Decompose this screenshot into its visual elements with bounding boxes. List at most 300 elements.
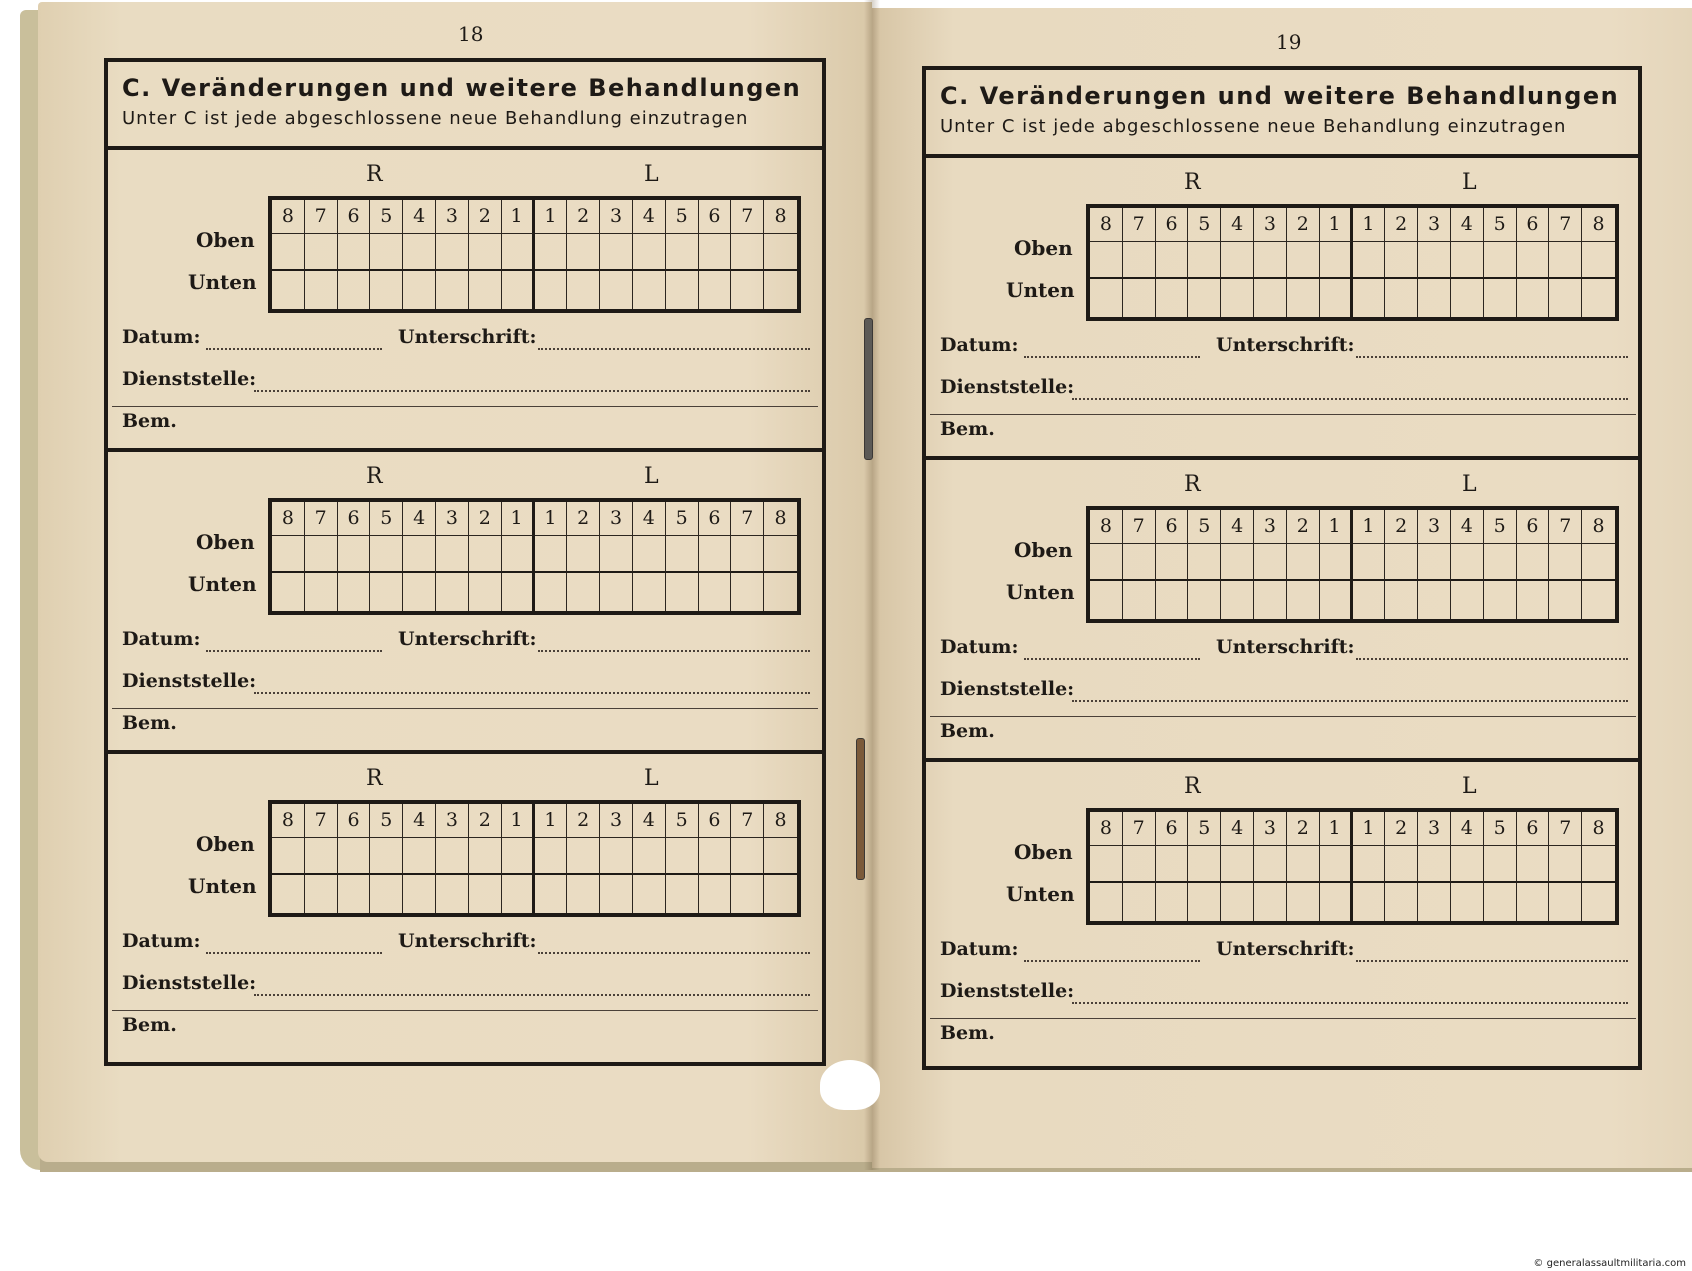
upper-tooth-cell[interactable] — [1484, 242, 1517, 280]
tooth-number: 7 — [731, 804, 764, 838]
upper-jaw-label: Oben — [196, 530, 255, 554]
lower-tooth-cell[interactable] — [272, 271, 305, 309]
upper-tooth-cell[interactable] — [1451, 846, 1484, 884]
tooth-chart — [1086, 506, 1619, 623]
tooth-number: 5 — [370, 502, 403, 536]
lower-tooth-cell[interactable] — [272, 573, 305, 611]
lower-tooth-cell[interactable] — [1254, 581, 1287, 619]
form-header — [926, 70, 1638, 158]
upper-tooth-cell[interactable] — [633, 838, 666, 876]
upper-tooth-cell[interactable] — [1156, 242, 1189, 280]
upper-tooth-cell[interactable] — [1320, 242, 1353, 280]
upper-tooth-cell[interactable] — [1385, 846, 1418, 884]
lower-tooth-cell[interactable] — [1582, 883, 1615, 921]
tooth-number: 5 — [370, 200, 403, 234]
lower-tooth-cell[interactable] — [600, 875, 633, 913]
upper-tooth-cell[interactable] — [1385, 544, 1418, 582]
upper-tooth-cell[interactable] — [1254, 544, 1287, 582]
upper-tooth-cell[interactable] — [633, 234, 666, 272]
lower-tooth-cell[interactable] — [403, 573, 436, 611]
upper-jaw-label: Oben — [1014, 538, 1073, 562]
upper-tooth-cell[interactable] — [1549, 242, 1582, 280]
lower-tooth-cell[interactable] — [1385, 883, 1418, 921]
upper-tooth-cell[interactable] — [600, 536, 633, 574]
tooth-number: 4 — [1221, 510, 1254, 544]
lower-tooth-cell[interactable] — [1582, 581, 1615, 619]
tooth-number: 1 — [1320, 510, 1353, 544]
tooth-number: 6 — [699, 200, 732, 234]
tooth-number: 4 — [403, 200, 436, 234]
upper-tooth-cell[interactable] — [305, 838, 338, 876]
upper-tooth-cell[interactable] — [403, 536, 436, 574]
upper-tooth-cell[interactable] — [535, 234, 568, 272]
tooth-number: 3 — [1254, 510, 1287, 544]
tooth-number: 2 — [567, 200, 600, 234]
upper-tooth-cell[interactable] — [1123, 544, 1156, 582]
lower-tooth-cell[interactable] — [1549, 581, 1582, 619]
lower-jaw-label: Unten — [1006, 882, 1075, 906]
upper-tooth-cell[interactable] — [436, 234, 469, 272]
staple-top — [864, 318, 873, 460]
tooth-number: 1 — [535, 804, 568, 838]
tooth-number: 2 — [567, 502, 600, 536]
upper-tooth-cell[interactable] — [1188, 846, 1221, 884]
lower-tooth-cell[interactable] — [1418, 581, 1451, 619]
upper-tooth-cell[interactable] — [1090, 242, 1123, 280]
lower-tooth-cell[interactable] — [1287, 581, 1320, 619]
tooth-number: 7 — [1123, 812, 1156, 846]
lower-tooth-cell[interactable] — [1287, 883, 1320, 921]
upper-tooth-cell[interactable] — [1221, 242, 1254, 280]
tooth-number: 2 — [469, 200, 502, 234]
lower-tooth-cell[interactable] — [699, 573, 732, 611]
signature-field[interactable] — [538, 348, 810, 350]
lower-tooth-cell[interactable] — [1123, 581, 1156, 619]
tooth-number: 7 — [305, 804, 338, 838]
upper-tooth-cell[interactable] — [666, 536, 699, 574]
upper-tooth-cell[interactable] — [1221, 846, 1254, 884]
signature-field[interactable] — [538, 952, 810, 954]
lower-tooth-cell[interactable] — [600, 573, 633, 611]
office-field[interactable] — [1072, 700, 1628, 702]
lower-tooth-cell[interactable] — [1188, 581, 1221, 619]
treatment-form-right — [922, 66, 1642, 1070]
upper-tooth-cell[interactable] — [633, 536, 666, 574]
upper-tooth-cell[interactable] — [567, 536, 600, 574]
signature-field[interactable] — [1356, 658, 1628, 660]
tooth-number: 3 — [1418, 812, 1451, 846]
lower-tooth-cell[interactable] — [764, 573, 797, 611]
upper-tooth-cell[interactable] — [1254, 846, 1287, 884]
signature-field[interactable] — [538, 650, 810, 652]
lower-tooth-cell[interactable] — [436, 875, 469, 913]
upper-tooth-cell[interactable] — [338, 234, 371, 272]
remarks-label: Bem. — [122, 1014, 177, 1036]
gutter — [864, 0, 880, 1170]
lower-tooth-cell[interactable] — [1090, 581, 1123, 619]
lower-tooth-cell[interactable] — [1090, 883, 1123, 921]
tooth-number: 3 — [436, 502, 469, 536]
tooth-number: 7 — [731, 200, 764, 234]
upper-tooth-cell[interactable] — [1517, 846, 1550, 884]
tooth-number: 2 — [1287, 208, 1320, 242]
upper-tooth-cell[interactable] — [469, 536, 502, 574]
lower-tooth-cell[interactable] — [1221, 279, 1254, 317]
form-subtitle: Unter C ist jede abgeschlossene neue Behandlung einzutragen — [122, 108, 749, 129]
tooth-number: 5 — [1484, 208, 1517, 242]
upper-tooth-cell[interactable] — [1287, 846, 1320, 884]
lower-tooth-cell[interactable] — [1549, 279, 1582, 317]
office-label: Dienststelle: — [122, 972, 257, 994]
lower-tooth-cell[interactable] — [764, 271, 797, 309]
lower-tooth-cell[interactable] — [731, 875, 764, 913]
lower-tooth-cell[interactable] — [1517, 581, 1550, 619]
upper-tooth-cell[interactable] — [699, 234, 732, 272]
lower-tooth-cell[interactable] — [338, 271, 371, 309]
lower-tooth-cell[interactable] — [535, 875, 568, 913]
upper-tooth-cell[interactable] — [469, 838, 502, 876]
upper-tooth-cell[interactable] — [305, 234, 338, 272]
lower-tooth-cell[interactable] — [370, 875, 403, 913]
upper-tooth-cell[interactable] — [666, 838, 699, 876]
tooth-number: 4 — [633, 200, 666, 234]
upper-tooth-cell[interactable] — [338, 838, 371, 876]
tooth-number: 7 — [305, 200, 338, 234]
tooth-number: 4 — [1451, 510, 1484, 544]
lower-tooth-cell[interactable] — [1320, 581, 1353, 619]
upper-tooth-cell[interactable] — [1287, 242, 1320, 280]
tooth-number: 1 — [1353, 208, 1386, 242]
lower-tooth-cell[interactable] — [1517, 883, 1550, 921]
lower-tooth-cell[interactable] — [1221, 883, 1254, 921]
upper-tooth-cell[interactable] — [272, 234, 305, 272]
lower-tooth-cell[interactable] — [1156, 581, 1189, 619]
lower-tooth-cell[interactable] — [1484, 883, 1517, 921]
tooth-chart — [1086, 808, 1619, 925]
tooth-chart — [1086, 204, 1619, 321]
lower-tooth-cell[interactable] — [1221, 581, 1254, 619]
upper-tooth-cell[interactable] — [764, 536, 797, 574]
tooth-number: 1 — [1320, 208, 1353, 242]
remarks-rule — [112, 708, 818, 709]
tooth-number: 3 — [600, 804, 633, 838]
tooth-number: 8 — [272, 200, 305, 234]
lower-tooth-cell[interactable] — [1320, 279, 1353, 317]
upper-tooth-cell[interactable] — [1484, 846, 1517, 884]
office-field[interactable] — [254, 994, 810, 996]
upper-tooth-cell[interactable] — [272, 838, 305, 876]
upper-tooth-cell[interactable] — [731, 536, 764, 574]
right-side-label: R — [366, 162, 383, 187]
lower-tooth-cell[interactable] — [1451, 581, 1484, 619]
tooth-number: 6 — [699, 502, 732, 536]
tooth-number: 8 — [764, 502, 797, 536]
upper-tooth-cell[interactable] — [600, 234, 633, 272]
office-label: Dienststelle: — [940, 376, 1075, 398]
date-field[interactable] — [1024, 658, 1200, 660]
lower-tooth-cell[interactable] — [272, 875, 305, 913]
lower-tooth-cell[interactable] — [502, 271, 535, 309]
lower-tooth-cell[interactable] — [666, 271, 699, 309]
lower-tooth-cell[interactable] — [633, 573, 666, 611]
tooth-number: 8 — [272, 804, 305, 838]
form-title: C. Veränderungen und weitere Behandlungen — [940, 82, 1620, 110]
tooth-number: 4 — [1451, 812, 1484, 846]
upper-tooth-cell[interactable] — [338, 536, 371, 574]
tooth-number: 8 — [1582, 812, 1615, 846]
lower-tooth-cell[interactable] — [567, 875, 600, 913]
lower-tooth-cell[interactable] — [1549, 883, 1582, 921]
upper-tooth-cell[interactable] — [1123, 846, 1156, 884]
tooth-number: 6 — [1517, 208, 1550, 242]
tooth-number: 3 — [600, 200, 633, 234]
tooth-number: 1 — [1353, 510, 1386, 544]
upper-tooth-cell[interactable] — [1156, 544, 1189, 582]
office-field[interactable] — [1072, 398, 1628, 400]
remarks-rule — [930, 1018, 1636, 1019]
lower-tooth-cell[interactable] — [403, 271, 436, 309]
upper-tooth-cell[interactable] — [1123, 242, 1156, 280]
lower-tooth-cell[interactable] — [567, 573, 600, 611]
upper-tooth-cell[interactable] — [502, 536, 535, 574]
tooth-number: 5 — [1484, 510, 1517, 544]
office-field[interactable] — [254, 390, 810, 392]
tooth-number: 6 — [338, 804, 371, 838]
lower-tooth-cell[interactable] — [305, 573, 338, 611]
upper-tooth-cell[interactable] — [535, 838, 568, 876]
upper-tooth-cell[interactable] — [1188, 544, 1221, 582]
upper-tooth-cell[interactable] — [567, 234, 600, 272]
lower-tooth-cell[interactable] — [567, 271, 600, 309]
upper-tooth-cell[interactable] — [1582, 242, 1615, 280]
upper-tooth-cell[interactable] — [1451, 544, 1484, 582]
upper-tooth-cell[interactable] — [764, 838, 797, 876]
lower-tooth-cell[interactable] — [1418, 883, 1451, 921]
upper-tooth-cell[interactable] — [1451, 242, 1484, 280]
upper-tooth-cell[interactable] — [1156, 846, 1189, 884]
tooth-number: 3 — [1254, 812, 1287, 846]
tooth-number: 7 — [1123, 510, 1156, 544]
lower-tooth-cell[interactable] — [699, 875, 732, 913]
lower-tooth-cell[interactable] — [1418, 279, 1451, 317]
lower-tooth-cell[interactable] — [666, 573, 699, 611]
remarks-label: Bem. — [940, 720, 995, 742]
treatment-form-left — [104, 58, 826, 1066]
signature-label: Unterschrift: — [398, 930, 537, 952]
remarks-label: Bem. — [122, 410, 177, 432]
upper-tooth-cell[interactable] — [764, 234, 797, 272]
upper-tooth-cell[interactable] — [1582, 544, 1615, 582]
upper-tooth-cell[interactable] — [1353, 846, 1386, 884]
office-label: Dienststelle: — [122, 368, 257, 390]
upper-tooth-cell[interactable] — [666, 234, 699, 272]
tooth-number: 6 — [338, 200, 371, 234]
upper-tooth-cell[interactable] — [1484, 544, 1517, 582]
upper-tooth-cell[interactable] — [1418, 242, 1451, 280]
lower-tooth-cell[interactable] — [338, 573, 371, 611]
upper-tooth-cell[interactable] — [699, 838, 732, 876]
tooth-number: 8 — [1582, 510, 1615, 544]
upper-tooth-cell[interactable] — [1320, 846, 1353, 884]
signature-field[interactable] — [1356, 356, 1628, 358]
upper-jaw-label: Oben — [1014, 840, 1073, 864]
lower-tooth-cell[interactable] — [1484, 581, 1517, 619]
lower-tooth-cell[interactable] — [1287, 279, 1320, 317]
lower-tooth-cell[interactable] — [469, 573, 502, 611]
lower-tooth-cell[interactable] — [699, 271, 732, 309]
upper-tooth-cell[interactable] — [403, 838, 436, 876]
lower-tooth-cell[interactable] — [666, 875, 699, 913]
remarks-label: Bem. — [940, 1022, 995, 1044]
tooth-number: 6 — [1156, 208, 1189, 242]
lower-tooth-cell[interactable] — [502, 573, 535, 611]
upper-tooth-cell[interactable] — [403, 234, 436, 272]
upper-tooth-cell[interactable] — [1221, 544, 1254, 582]
lower-tooth-cell[interactable] — [1353, 581, 1386, 619]
lower-tooth-cell[interactable] — [1353, 279, 1386, 317]
lower-tooth-cell[interactable] — [1188, 279, 1221, 317]
upper-tooth-cell[interactable] — [469, 234, 502, 272]
lower-tooth-cell[interactable] — [1484, 279, 1517, 317]
lower-tooth-cell[interactable] — [305, 875, 338, 913]
lower-tooth-cell[interactable] — [1156, 883, 1189, 921]
lower-tooth-cell[interactable] — [403, 875, 436, 913]
tooth-number: 4 — [403, 502, 436, 536]
upper-tooth-cell[interactable] — [1582, 846, 1615, 884]
office-field[interactable] — [254, 692, 810, 694]
tooth-number: 2 — [1287, 510, 1320, 544]
lower-tooth-cell[interactable] — [1188, 883, 1221, 921]
upper-tooth-cell[interactable] — [1549, 544, 1582, 582]
lower-tooth-cell[interactable] — [1254, 279, 1287, 317]
date-field[interactable] — [1024, 356, 1200, 358]
upper-tooth-cell[interactable] — [1517, 544, 1550, 582]
upper-tooth-cell[interactable] — [699, 536, 732, 574]
upper-tooth-cell[interactable] — [1549, 846, 1582, 884]
lower-tooth-cell[interactable] — [305, 271, 338, 309]
upper-tooth-cell[interactable] — [1188, 242, 1221, 280]
date-label: Datum: — [122, 628, 201, 650]
upper-tooth-cell[interactable] — [370, 536, 403, 574]
lower-tooth-cell[interactable] — [1353, 883, 1386, 921]
tooth-number: 4 — [633, 502, 666, 536]
upper-tooth-cell[interactable] — [1090, 544, 1123, 582]
lower-tooth-cell[interactable] — [1123, 883, 1156, 921]
treatment-entry — [926, 758, 1638, 1060]
lower-tooth-cell[interactable] — [1385, 581, 1418, 619]
upper-tooth-cell[interactable] — [1320, 544, 1353, 582]
treatment-entries — [926, 158, 1638, 1060]
copyright-notice: © generalassaultmilitaria.com — [1533, 1258, 1686, 1269]
lower-tooth-cell[interactable] — [502, 875, 535, 913]
right-side-label: R — [366, 766, 383, 791]
upper-tooth-cell[interactable] — [1254, 242, 1287, 280]
lower-tooth-cell[interactable] — [1156, 279, 1189, 317]
lower-jaw-label: Unten — [188, 874, 257, 898]
tooth-number: 8 — [764, 200, 797, 234]
tooth-number: 5 — [1484, 812, 1517, 846]
remarks-rule — [112, 1010, 818, 1011]
lower-tooth-cell[interactable] — [1320, 883, 1353, 921]
tooth-number: 6 — [699, 804, 732, 838]
upper-tooth-cell[interactable] — [1418, 846, 1451, 884]
lower-tooth-cell[interactable] — [633, 875, 666, 913]
upper-tooth-cell[interactable] — [731, 234, 764, 272]
lower-tooth-cell[interactable] — [535, 271, 568, 309]
lower-tooth-cell[interactable] — [370, 573, 403, 611]
lower-tooth-cell[interactable] — [1582, 279, 1615, 317]
tooth-number: 1 — [502, 804, 535, 838]
lower-tooth-cell[interactable] — [1451, 883, 1484, 921]
tooth-number: 6 — [1156, 812, 1189, 846]
lower-tooth-cell[interactable] — [633, 271, 666, 309]
upper-tooth-cell[interactable] — [1385, 242, 1418, 280]
upper-tooth-cell[interactable] — [1353, 242, 1386, 280]
lower-tooth-cell[interactable] — [469, 271, 502, 309]
upper-tooth-cell[interactable] — [370, 838, 403, 876]
tooth-number: 8 — [1582, 208, 1615, 242]
date-field[interactable] — [1024, 960, 1200, 962]
lower-jaw-label: Unten — [1006, 278, 1075, 302]
lower-tooth-cell[interactable] — [436, 271, 469, 309]
lower-tooth-cell[interactable] — [731, 573, 764, 611]
office-field[interactable] — [1072, 1002, 1628, 1004]
signature-field[interactable] — [1356, 960, 1628, 962]
form-title: C. Veränderungen und weitere Behandlungen — [122, 74, 802, 102]
upper-tooth-cell[interactable] — [731, 838, 764, 876]
upper-tooth-cell[interactable] — [1418, 544, 1451, 582]
remarks-rule — [112, 406, 818, 407]
lower-tooth-cell[interactable] — [1123, 279, 1156, 317]
signature-label: Unterschrift: — [1216, 938, 1355, 960]
lower-tooth-cell[interactable] — [1451, 279, 1484, 317]
tooth-number: 2 — [1385, 208, 1418, 242]
lower-tooth-cell[interactable] — [764, 875, 797, 913]
lower-tooth-cell[interactable] — [436, 573, 469, 611]
upper-tooth-cell[interactable] — [567, 838, 600, 876]
lower-tooth-cell[interactable] — [1517, 279, 1550, 317]
treatment-entry — [108, 750, 822, 1052]
lower-tooth-cell[interactable] — [535, 573, 568, 611]
lower-tooth-cell[interactable] — [370, 271, 403, 309]
upper-tooth-cell[interactable] — [1517, 242, 1550, 280]
upper-tooth-cell[interactable] — [600, 838, 633, 876]
upper-tooth-cell[interactable] — [436, 838, 469, 876]
lower-tooth-cell[interactable] — [1254, 883, 1287, 921]
upper-tooth-cell[interactable] — [502, 838, 535, 876]
lower-tooth-cell[interactable] — [1090, 279, 1123, 317]
lower-tooth-cell[interactable] — [1385, 279, 1418, 317]
lower-tooth-cell[interactable] — [338, 875, 371, 913]
lower-tooth-cell[interactable] — [469, 875, 502, 913]
upper-tooth-cell[interactable] — [1353, 544, 1386, 582]
upper-tooth-cell[interactable] — [502, 234, 535, 272]
date-field[interactable] — [206, 952, 382, 954]
date-label: Datum: — [940, 334, 1019, 356]
upper-tooth-cell[interactable] — [1287, 544, 1320, 582]
date-field[interactable] — [206, 348, 382, 350]
date-field[interactable] — [206, 650, 382, 652]
upper-tooth-cell[interactable] — [1090, 846, 1123, 884]
upper-tooth-cell[interactable] — [272, 536, 305, 574]
upper-tooth-cell[interactable] — [370, 234, 403, 272]
lower-tooth-cell[interactable] — [731, 271, 764, 309]
upper-tooth-cell[interactable] — [305, 536, 338, 574]
upper-tooth-cell[interactable] — [436, 536, 469, 574]
lower-tooth-cell[interactable] — [600, 271, 633, 309]
tooth-number: 3 — [1418, 208, 1451, 242]
upper-tooth-cell[interactable] — [535, 536, 568, 574]
